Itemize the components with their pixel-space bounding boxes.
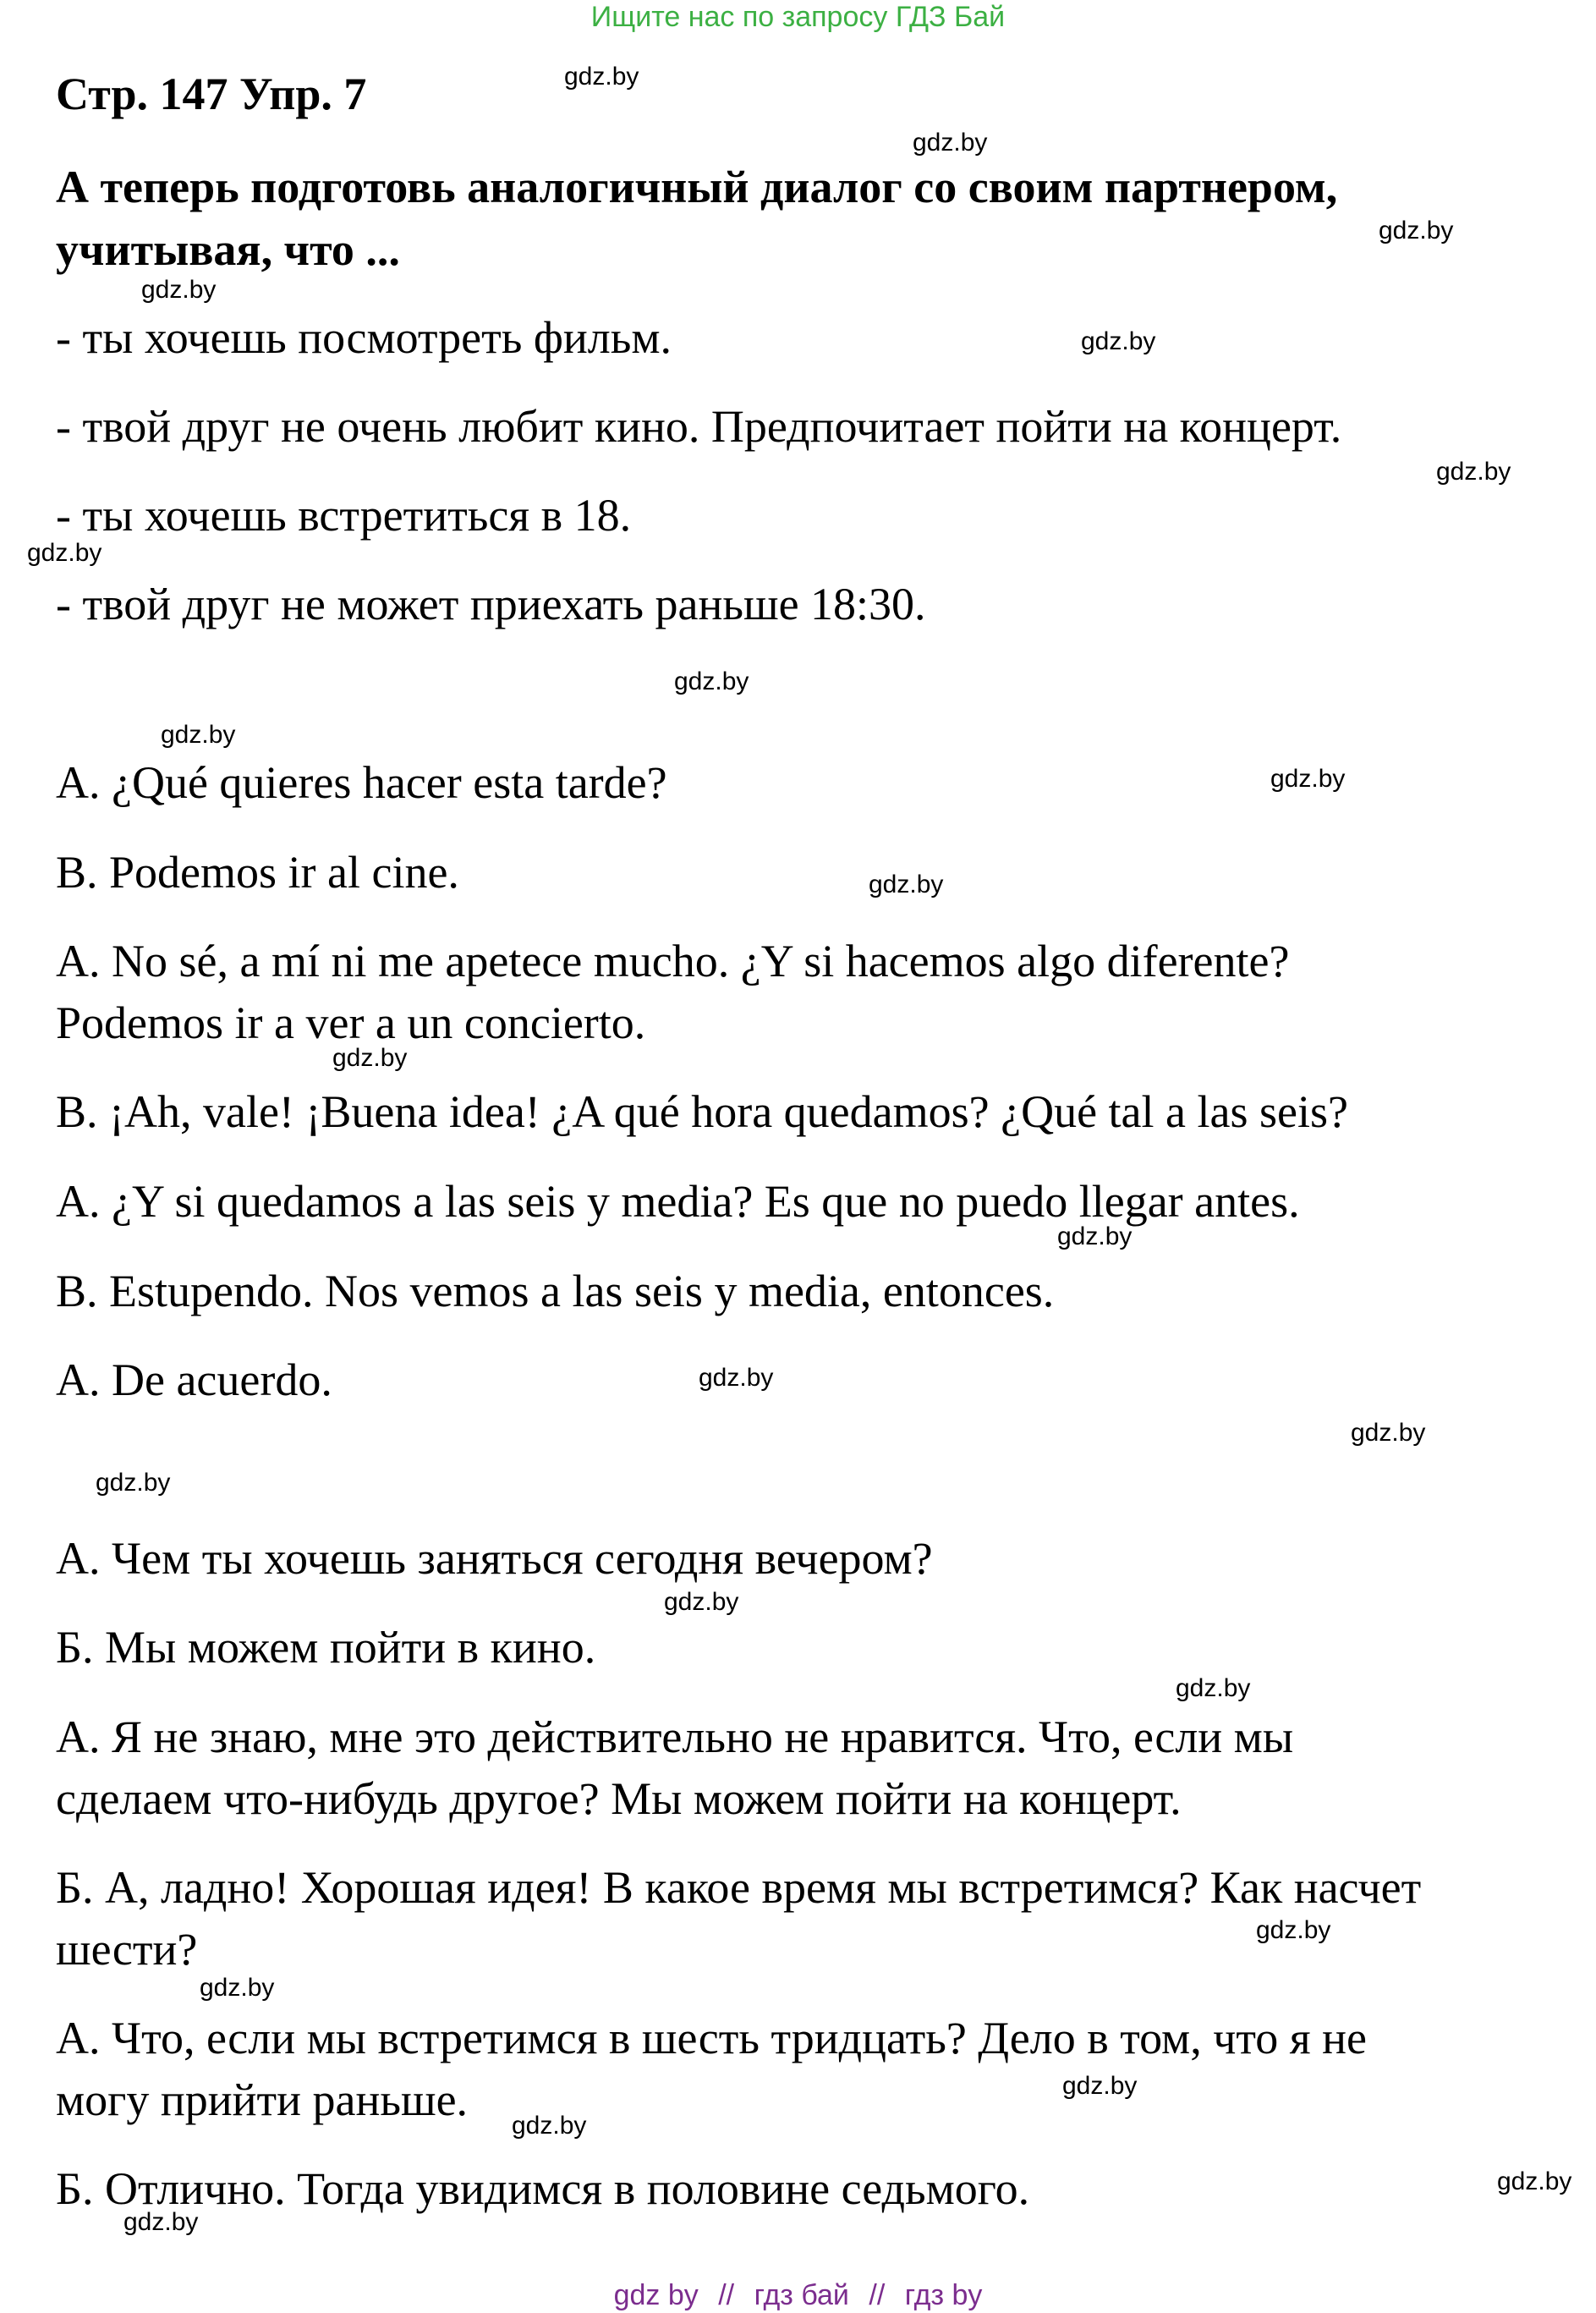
dialog-ru-line: сделаем что-нибудь другое? Мы можем пойти на концерт.: [56, 1773, 1182, 1824]
watermark: gdz.by: [512, 2112, 587, 2140]
watermark: gdz.by: [1176, 1674, 1251, 1702]
watermark: gdz.by: [1256, 1916, 1331, 1944]
dialog-ru-line: могу прийти раньше.: [56, 2074, 469, 2125]
watermark: gdz.by: [913, 129, 988, 157]
footer-links: [0, 2278, 1596, 2312]
watermark: gdz.by: [1351, 1419, 1426, 1447]
condition-item: - ты хочешь посмотреть фильм.: [56, 312, 672, 363]
watermark: gdz.by: [674, 668, 749, 695]
footer-separator: //: [869, 2279, 886, 2311]
watermark: gdz.by: [1057, 1222, 1133, 1250]
watermark: gdz.by: [1270, 765, 1346, 793]
watermark: gdz.by: [699, 1364, 774, 1392]
dialog-es-line: B. Podemos ir al cine.: [56, 847, 459, 898]
dialog-ru-line: Б. Мы можем пойти в кино.: [56, 1622, 596, 1673]
watermark: gdz.by: [1081, 327, 1156, 355]
watermark: gdz.by: [141, 276, 217, 304]
condition-item: - твой друг не может приехать раньше 18:30.: [56, 579, 926, 629]
dialog-es-line: A. ¿Qué quieres hacer esta tarde?: [56, 757, 667, 808]
dialog-ru-line: А. Что, если мы встретимся в шесть тридцать? Дело в том, что я не: [56, 2013, 1367, 2063]
dialog-es-line: B. ¡Ah, vale! ¡Buena idea! ¿A qué hora quedamos? ¿Qué tal a las seis?: [56, 1086, 1348, 1137]
task-heading-line-1: А теперь подготовь аналогичный диалог со своим партнером,: [56, 162, 1338, 212]
watermark: gdz.by: [96, 1469, 171, 1497]
dialog-ru-line: Б. А, ладно! Хорошая идея! В какое время мы встретимся? Как насчет: [56, 1862, 1422, 1913]
watermark: gdz.by: [27, 539, 102, 567]
footer-link-gdz-bai[interactable]: гдз бай: [754, 2279, 849, 2311]
page-title: Стр. 147 Упр. 7: [56, 69, 367, 119]
watermark: gdz.by: [1379, 217, 1454, 244]
dialog-es-line: Podemos ir a ver a un concierto.: [56, 997, 646, 1048]
watermark: gdz.by: [200, 1974, 275, 2002]
dialog-ru-line: шести?: [56, 1924, 198, 1975]
watermark: gdz.by: [1062, 2072, 1138, 2100]
watermark: gdz.by: [161, 721, 236, 749]
watermark: gdz.by: [332, 1044, 408, 1072]
watermark: gdz.by: [123, 2208, 199, 2236]
watermark: gdz.by: [564, 63, 639, 91]
dialog-es-line: A. ¿Y si quedamos a las seis y media? Es que no puedo llegar antes.: [56, 1176, 1300, 1227]
watermark: gdz.by: [664, 1588, 739, 1616]
task-heading-line-2: учитывая, что ...: [56, 224, 400, 275]
top-search-banner[interactable]: Ищите нас по запросу ГДЗ Бай: [590, 1, 1006, 33]
dialog-ru-line: А. Чем ты хочешь заняться сегодня вечером?: [56, 1533, 933, 1584]
task-heading: [56, 156, 1544, 281]
dialog-ru-line: А. Я не знаю, мне это действительно не нравится. Что, если мы: [56, 1711, 1294, 1762]
dialog-es-line: A. No sé, a mí ni me apetece mucho. ¿Y si hacemos algo diferente?: [56, 936, 1290, 986]
footer-link-gdz-by[interactable]: gdz by: [613, 2279, 699, 2311]
dialog-es-line: B. Estupendo. Nos vemos a las seis y media, entonces.: [56, 1266, 1055, 1316]
footer-separator: //: [718, 2279, 735, 2311]
watermark: gdz.by: [1497, 2167, 1572, 2195]
footer-link-gdz-by-cyr[interactable]: гдз by: [904, 2279, 983, 2311]
condition-item: - твой друг не очень любит кино. Предпочитает пойти на концерт.: [56, 401, 1342, 452]
dialog-ru-line: Б. Отлично. Тогда увидимся в половине седьмого.: [56, 2163, 1030, 2214]
watermark: gdz.by: [1436, 458, 1511, 486]
condition-item: - ты хочешь встретиться в 18.: [56, 490, 632, 541]
dialog-es-line: A. De acuerdo.: [56, 1354, 332, 1405]
watermark: gdz.by: [869, 871, 944, 898]
